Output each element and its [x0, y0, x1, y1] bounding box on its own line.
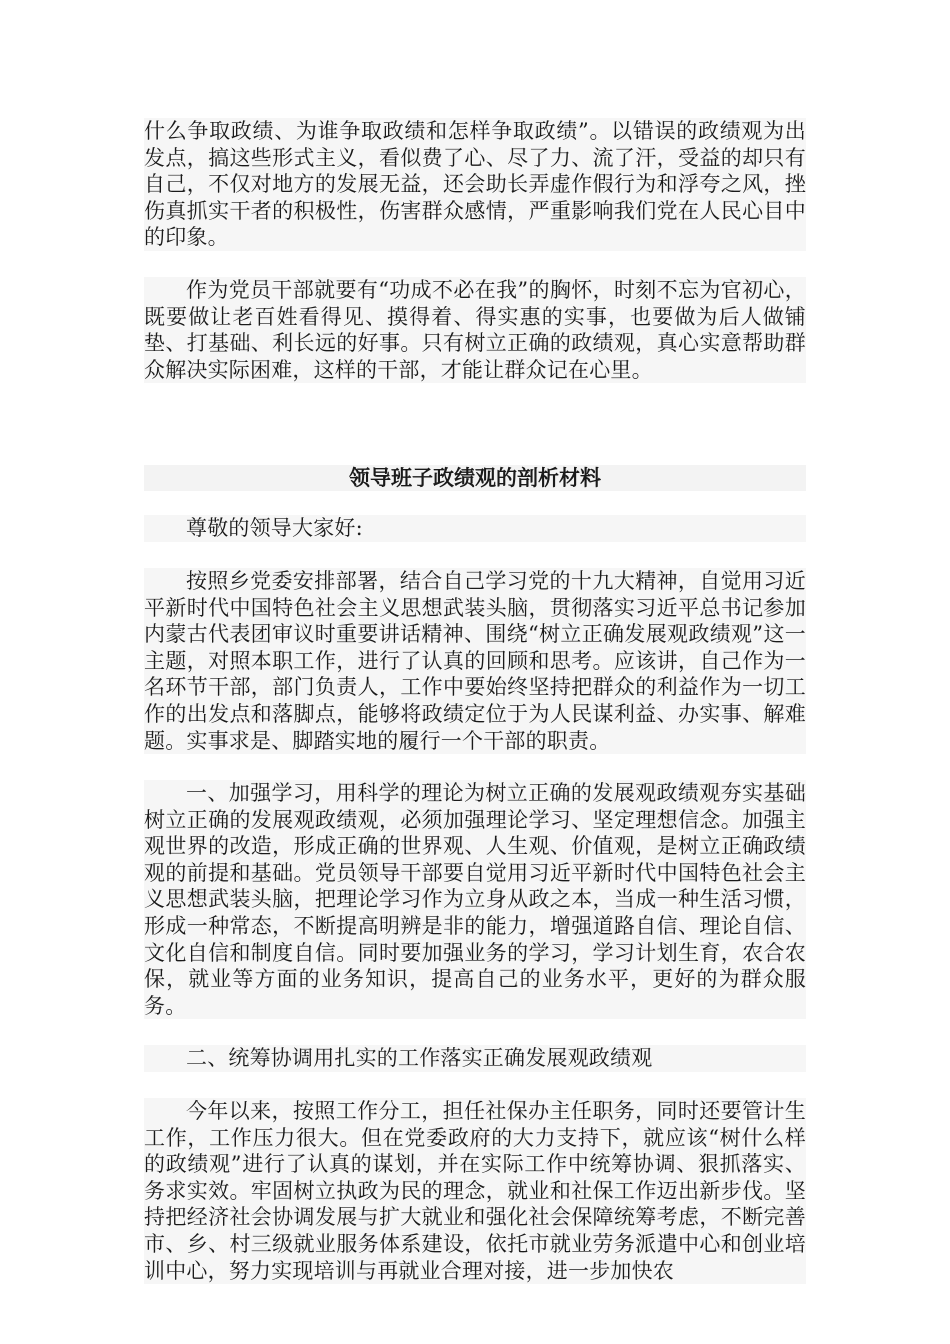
greeting: 尊敬的领导大家好:: [144, 515, 806, 542]
paragraph: 什么争取政绩、为谁争取政绩和怎样争取政绩”。以错误的政绩观为出发点，搞这些形式主义，看似费了心、尽了力、流了汗，受益的却只有自己，不仅对地方的发展无益，还会助长弄虚作假行为和浮夸之风，挫伤真抓实干者的积极性，伤害群众感情，严重影响我们党在人民心目中的印象。: [144, 119, 806, 250]
paragraph: 今年以来，按照工作分工，担任社保办主任职务，同时还要管计生工作，工作压力很大。但在党委政府的大力支持下，就应该“树什么样的政绩观”进行了认真的谋划，并在实际工作中统筹协调、狠抓落实、务求实效。牢固树立执政为民的理念，就业和社保工作迈出新步伐。坚持把经济社会协调发展与扩大就业和强化社会保障统筹考虑，不断完善市、乡、村三级就业服务体系建设，依托市就业劳务派遣中心和创业培训中心，努力实现培训与再就业合理对接，进一步加快农: [144, 1099, 806, 1283]
paragraph-gap: [144, 251, 806, 277]
paragraph-gap: [144, 491, 806, 515]
paragraph: 一、加强学习，用科学的理论为树立正确的发展观政绩观夯实基础树立正确的发展观政绩观，必须加强理论学习、坚定理想信念。加强主观世界的改造，形成正确的世界观、人生观、价值观，是树立正确政绩观的前提和基础。党员领导干部要自觉用习近平新时代中国特色社会主义思想武装头脑，把理论学习作为立身从政之本，当成一种生活习惯，形成一种常态，不断提高明辨是非的能力，增强道路自信、理论自信、文化自信和制度自信。同时要加强业务的学习，学习计划生育，农合农保，就业等方面的业务知识，提高自己的业务水平，更好的为群众服务。: [144, 781, 806, 1018]
section-gap: [144, 383, 806, 465]
document-body: [144, 118, 806, 1284]
document-title: 领导班子政绩观的剖析材料: [144, 465, 806, 491]
paragraph: 作为党员干部就要有“功成不必在我”的胸怀，时刻不忘为官初心，既要做让老百姓看得见、摸得着、得实惠的实事，也要做为后人做铺垫、打基础、利长远的好事。只有树立正确的政绩观，真心实意帮助群众解决实际困难，这样的干部，才能让群众记在心里。: [144, 277, 806, 382]
section-heading: 二、统筹协调用扎实的工作落实正确发展观政绩观: [144, 1045, 806, 1072]
paragraph-gap: [144, 1019, 806, 1045]
paragraph-gap: [144, 542, 806, 568]
paragraph-gap: [144, 1072, 806, 1098]
paragraph: 按照乡党委安排部署，结合自己学习党的十九大精神，自觉用习近平新时代中国特色社会主义思想武装头脑，贯彻落实习近平总书记参加内蒙古代表团审议时重要讲话精神、围绕“树立正确发展观政绩观”这一主题，对照本职工作，进行了认真的回顾和思考。应该讲，自己作为一名环节干部，部门负责人，工作中要始终坚持把群众的利益作为一切工作的出发点和落脚点，能够将政绩定位于为人民谋利益、办实事、解难题。实事求是、脚踏实地的履行一个干部的职责。: [144, 568, 806, 753]
paragraph-gap: [144, 754, 806, 780]
